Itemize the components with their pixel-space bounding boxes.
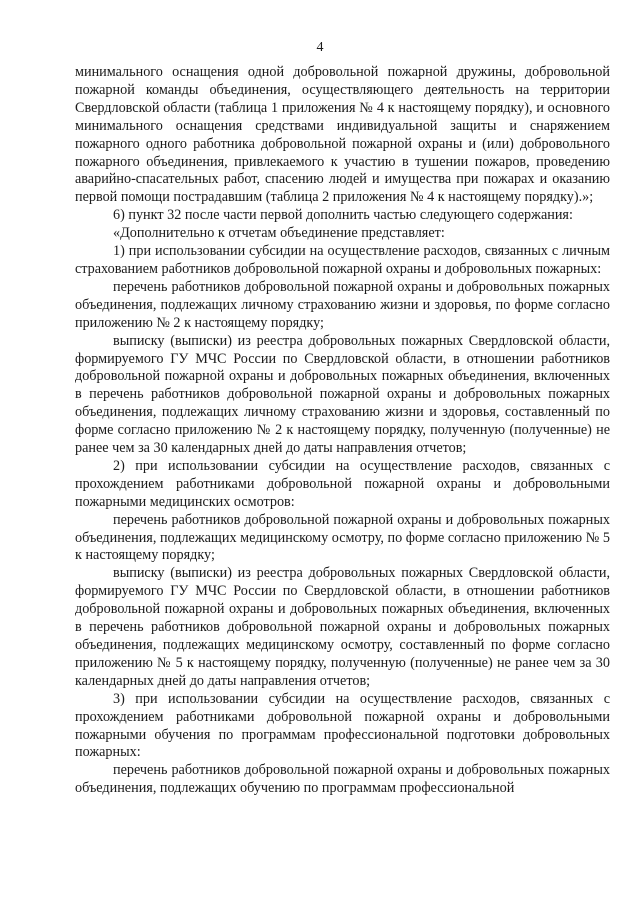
paragraph: минимального оснащения одной добровольной пожарной дружины, добровольной пожарной команды объединения, осуществляющего деятельность на территории Свердловской области (таблица 1 приложения № 4 к настоящему порядку), и основного минимального оснащения средствами индивидуальной защиты и снаряжением пожарного одного работника добровольной пожарной охраны и (или) добровольного пожарного объединения, привлекаемого к участию в тушении пожаров, проведению аварийно-спасательных работ, спасению людей и имущества при пожарах и оказанию первой помощи пострадавшим (таблица 2 приложения № 4 к настоящему порядку).»; bbox=[75, 64, 610, 206]
paragraph: 2) при использовании субсидии на осуществление расходов, связанных с прохождением работниками добровольной пожарной охраны и добровольными пожарными медицинских осмотров: bbox=[75, 457, 610, 510]
paragraph: 3) при использовании субсидии на осуществление расходов, связанных с прохождением работниками добровольной пожарной охраны и добровольными пожарными обучения по программам профессиональной подготовки добровольных пожарных: bbox=[75, 690, 610, 761]
paragraph: 1) при использовании субсидии на осуществление расходов, связанных с личным страхованием работников добровольной пожарной охраны и добровольных пожарных: bbox=[75, 243, 610, 277]
paragraph: «Дополнительно к отчетам объединение представляет: bbox=[113, 225, 445, 242]
paragraph: перечень работников добровольной пожарной охраны и добровольных пожарных объединения, подлежащих медицинскому осмотру, по форме согласно приложению № 5 к настоящему порядку; bbox=[75, 511, 610, 564]
paragraph: 6) пункт 32 после части первой дополнить частью следующего содержания: bbox=[113, 207, 573, 224]
page-number: 4 bbox=[316, 40, 324, 55]
paragraph: перечень работников добровольной пожарной охраны и добровольных пожарных объединения, подлежащих личному страхованию жизни и здоровья, по форме согласно приложению № 2 к настоящему порядку; bbox=[75, 278, 610, 331]
document-body bbox=[75, 64, 610, 798]
paragraph: выписку (выписки) из реестра добровольных пожарных Свердловской области, формируемого ГУ МЧС России по Свердловской области, в отношении работников добровольной пожарной охраны и добровольных пожарных объединения, включенных в перечень работников добровольной пожарной охраны и добровольных пожарных объединения, подлежащих медицинскому осмотру, составленный по форме согласно приложению № 5 к настоящему порядку, полученную (полученные) не ранее чем за 30 календарных дней до даты направления отчетов; bbox=[75, 565, 610, 689]
paragraph: выписку (выписки) из реестра добровольных пожарных Свердловской области, формируемого ГУ МЧС России по Свердловской области, в отношении работников добровольной пожарной охраны и добровольных пожарных объединения, включенных в перечень работников добровольной пожарной охраны и добровольных пожарных объединения, подлежащих личному страхованию жизни и здоровья, составленный по форме согласно приложению № 2 к настоящему порядку, полученную (полученные) не ранее чем за 30 календарных дней до даты направления отчетов; bbox=[75, 332, 610, 457]
paragraph: перечень работников добровольной пожарной охраны и добровольных пожарных объединения, подлежащих обучению по программам профессиональной bbox=[75, 762, 610, 797]
